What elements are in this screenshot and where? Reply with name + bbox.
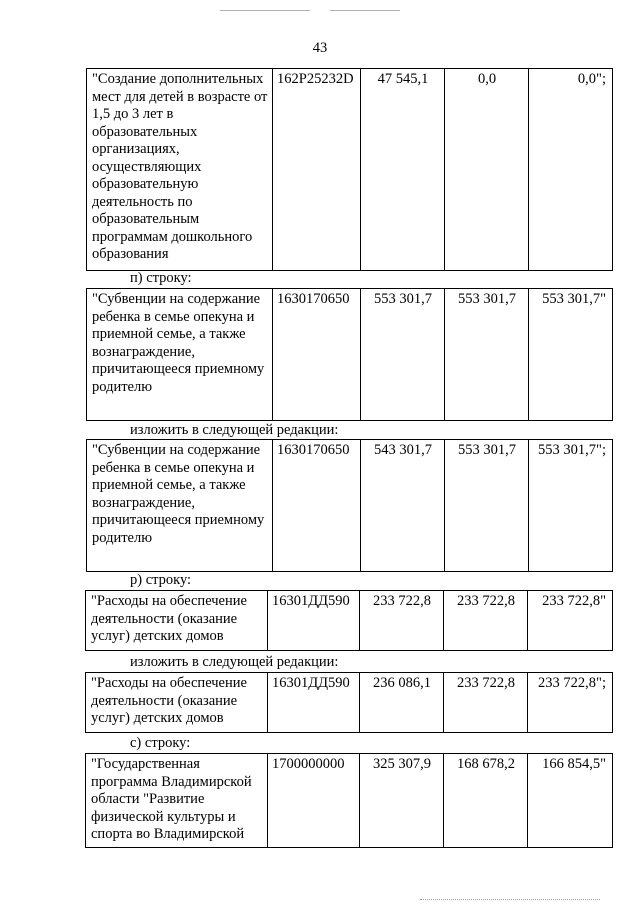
row-value-cell: 168 678,2 [444, 754, 528, 848]
row-value-cell: 0,0 [445, 69, 529, 271]
section-caption: изложить в следующей редакции: [130, 654, 339, 670]
row-value-cell: 233 722,8 [360, 591, 444, 651]
row-code-cell: 1630170650 [273, 289, 361, 421]
budget-table-block [85, 590, 613, 651]
budget-table-block [86, 439, 613, 572]
row-value-cell: 553 301,7"; [529, 440, 613, 572]
row-value-cell: 233 722,8" [528, 591, 613, 651]
row-name-cell: "Субвенции на содержание ребенка в семье опекуна и приемной семье, а также вознаграждение, причитающееся приемному родителю [87, 289, 273, 421]
row-value-cell: 553 301,7 [361, 289, 445, 421]
row-value-cell: 553 301,7 [445, 440, 529, 572]
row-value-cell: 553 301,7" [529, 289, 613, 421]
row-code-cell: 16301ДД590 [268, 591, 360, 651]
table-row [87, 289, 613, 421]
table-row [86, 754, 613, 848]
budget-table-block [86, 288, 613, 421]
row-name-cell: "Государственная программа Владимирской области "Развитие физической культуры и спорта во Владимирской [86, 754, 268, 848]
row-value-cell: 553 301,7 [445, 289, 529, 421]
row-code-cell: 162P25232D [273, 69, 361, 271]
table-row [87, 440, 613, 572]
row-value-cell: 325 307,9 [360, 754, 444, 848]
table-row [86, 673, 613, 733]
section-caption: изложить в следующей редакции: [130, 422, 339, 438]
budget-table-block [85, 672, 613, 733]
row-name-cell: "Расходы на обеспечение деятельности (оказание услуг) детских домов [86, 673, 268, 733]
row-value-cell: 543 301,7 [361, 440, 445, 572]
section-caption: п) строку: [130, 270, 192, 286]
row-value-cell: 166 854,5" [528, 754, 613, 848]
table-row [87, 69, 613, 271]
row-code-cell: 16301ДД590 [268, 673, 360, 733]
row-code-cell: 1700000000 [268, 754, 360, 848]
row-value-cell: 47 545,1 [361, 69, 445, 271]
budget-table-block [86, 68, 613, 271]
budget-table-block [85, 753, 613, 848]
scan-artifact-line [330, 10, 400, 11]
row-value-cell: 233 722,8"; [528, 673, 613, 733]
scan-artifact-dots [420, 899, 600, 901]
row-code-cell: 1630170650 [273, 440, 361, 572]
scan-artifact-line [220, 10, 310, 11]
row-value-cell: 236 086,1 [360, 673, 444, 733]
row-value-cell: 0,0"; [529, 69, 613, 271]
section-caption: р) строку: [130, 572, 192, 588]
row-value-cell: 233 722,8 [444, 591, 528, 651]
row-name-cell: "Создание дополнительных мест для детей в возрасте от 1,5 до 3 лет в образовательных организациях, осуществляющих образовательную деятельность по образовательным программам дошкольного образования [87, 69, 273, 271]
row-name-cell: "Субвенции на содержание ребенка в семье опекуна и приемной семье, а также вознаграждение, причитающееся приемному родителю [87, 440, 273, 572]
row-name-cell: "Расходы на обеспечение деятельности (оказание услуг) детских домов [86, 591, 268, 651]
section-caption: с) строку: [130, 735, 191, 751]
row-value-cell: 233 722,8 [444, 673, 528, 733]
table-row [86, 591, 613, 651]
page-number: 43 [312, 40, 328, 56]
